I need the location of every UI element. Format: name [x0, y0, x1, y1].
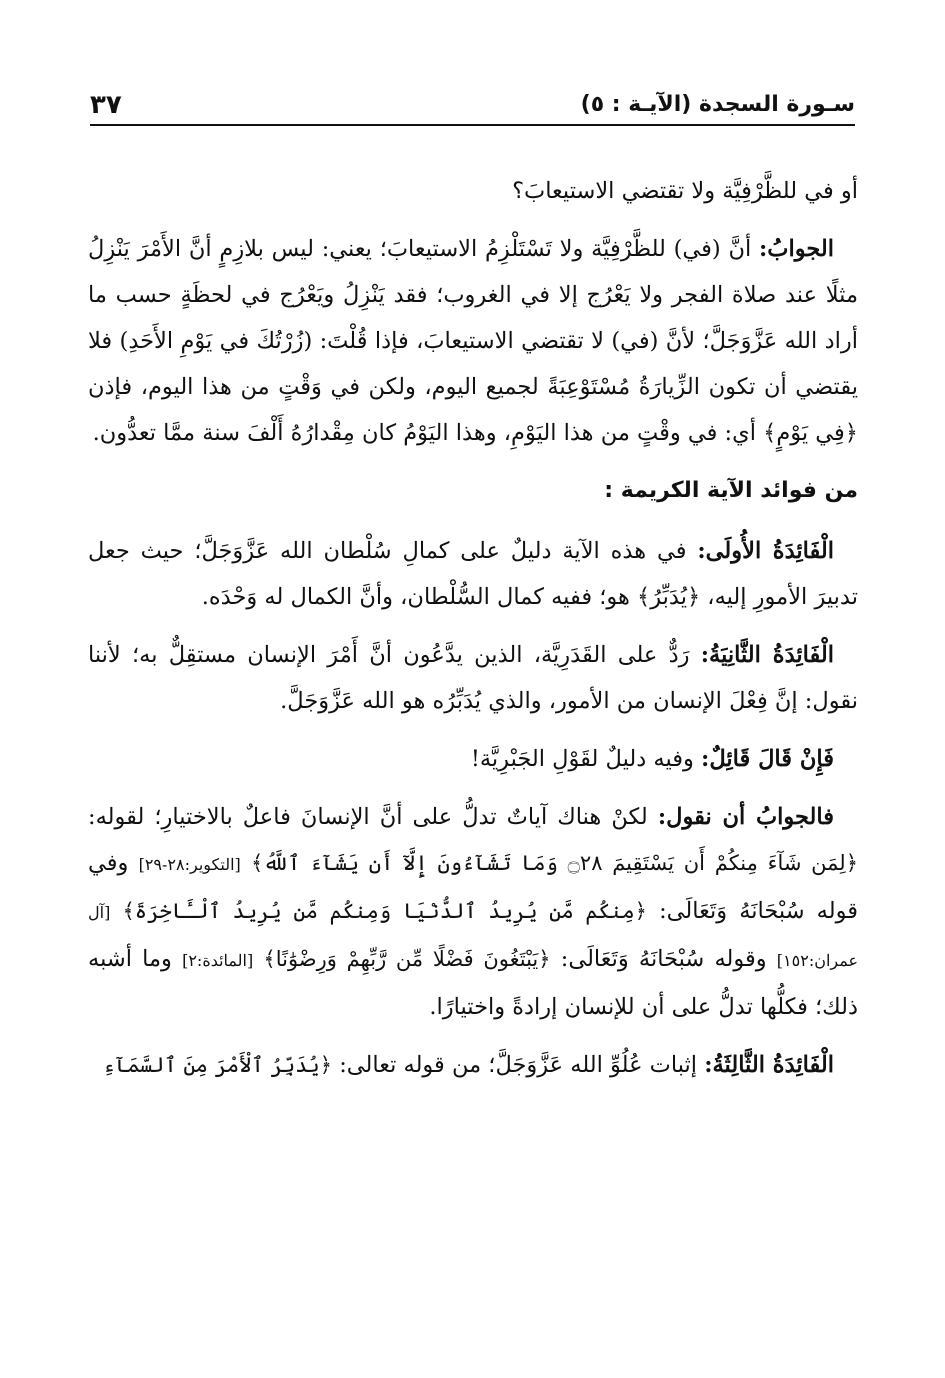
page-number: ٣٧ [90, 90, 122, 120]
objection-lead: فَإِنْ قَالَ قَائِلٌ: [701, 746, 834, 772]
answer-lead: الجوابُ: [759, 236, 834, 262]
page-header [90, 88, 855, 126]
paragraph-question: أو في للظَّرْفِيَّة ولا تقتضي الاستيعابَ؟ [512, 178, 858, 204]
verse-al-imran: ﴿مِنكُم مَّن يُرِيدُ ٱلدُّنْيَا وَمِنكُم مَّن يُرِيدُ ٱلْـَٔاخِرَةَ﴾ [122, 899, 647, 923]
ref-maidah: [المائدة:٢] [182, 951, 254, 970]
objection: فَإِنْ قَالَ قَائِلٌ: وفيه دليلٌ لقَوْلِ الجَبْرِيَّة! [470, 746, 834, 772]
benefit-1: الْفَائِدَةُ الأُولَى: في هذه الآية دليلٌ على كمالِ سُلْطان الله عَزَّوَجَلَّ؛ حيث جعل تدبيرَ الأمورِ إليه، ﴿يُدَبِّرُ﴾ هو؛ ففيه كمال السُّلْطان، وأنَّ الكمال له وَحْدَه. [88, 538, 858, 610]
ref-takwir: [التكوير:٢٨-٢٩] [138, 855, 241, 874]
benefit-3-lead: الْفَائِدَةُ الثَّالِثَةُ: [704, 1052, 834, 1078]
paragraph-answer: الجوابُ: أنَّ (في) للظَّرْفِيَّة ولا تَسْتَلْزِمُ الاستيعابَ؛ يعني: ليس بلازِمٍ أنَّ الأَمْرَ يَنْزِلُ مثلًا عند صلاة الفجر ولا يَعْرُج إلا في الغروب؛ فقد يَنْزِلُ ويَعْرُج في لحظَةٍ حسب ما أراد الله عَزَّوَجَلَّ؛ لأنَّ (في) لا تقتضي الاستيعابَ، فإذا قُلْتَ: (زُرْتُكَ في يَوْمِ الأَحَدِ) فلا يقتضي أن تكون الزِّيارَةُ مُسْتَوْعِبَةً لجميع اليوم، ولكن في وَقْتٍ من هذا اليوم، فإذن ﴿فِي يَوْمٍ﴾ أي: في وقْتٍ من هذا اليَوْمِ، وهذا اليَوْمُ كان مِقْدارُهُ أَلْفَ سنة ممَّا تعدُّون. [88, 236, 858, 446]
benefit-1-lead: الْفَائِدَةُ الأُولَى: [697, 538, 834, 564]
verse-maidah: ﴿يَبْتَغُونَ فَضْلًا مِّن رَّبِّهِمْ وَرِضْوَٰنًا﴾ [263, 947, 551, 971]
section-heading: من فوائد الآية الكريمة : [604, 478, 858, 503]
running-title: سـورة السجدة (الآيـة : ٥) [580, 92, 855, 117]
verse-sajdah: ﴿يُدَبِّرُ ٱلْأَمْرَ مِنَ ٱلسَّمَآءِ [102, 1053, 333, 1077]
page-body [88, 168, 858, 1100]
benefit-2-lead: الْفَائِدَةُ الثَّانِيَةُ: [700, 642, 835, 668]
verse-takwir: ﴿لِمَن شَآءَ مِنكُمْ أَن يَسْتَقِيمَ ۝٢٨ وَمَا تَشَآءُونَ إِلَّآ أَن يَشَآءَ ٱللَّهُ﴾ [250, 851, 858, 875]
benefit-2: الْفَائِدَةُ الثَّانِيَةُ: رَدٌّ على القَدَرِيَّة، الذين يدَّعُون أنَّ أَمْرَ الإنسان مستقِلٌّ به؛ لأننا نقول: إنَّ فِعْلَ الإنسان من الأمور، والذي يُدَبِّرُه هو الله عَزَّوَجَلَّ. [88, 642, 858, 714]
objection-answer: فالجوابُ أن نقول: لكنْ هناك آياتٌ تدلُّ على أنَّ الإنسانَ فاعلٌ بالاختيارِ؛ لقوله: ﴿لِمَن شَآءَ مِنكُمْ أَن يَسْتَقِيمَ ۝٢٨ وَمَا تَشَآءُونَ إِلَّآ أَن يَشَآءَ ٱللَّهُ﴾ [التكوير:٢٨-٢٩] وفي قوله سُبْحَانَهُ وَتَعَالَى: ﴿مِنكُم مَّن يُرِيدُ ٱلدُّنْيَا وَمِنكُم مَّن يُرِيدُ ٱلْـَٔاخِرَةَ﴾ [آل عمران:١٥٢] وقوله سُبْحَانَهُ وَتَعَالَى: ﴿يَبْتَغُونَ فَضْلًا مِّن رَّبِّهِمْ وَرِضْوَٰنًا﴾ [المائدة:٢] وما أشبه ذلك؛ فكلُّها تدلُّ على أن للإنسان إرادةً واختيارًا. [88, 804, 859, 1020]
ref-al-imran: [آل عمران:١٥٢] [88, 903, 859, 970]
objection-answer-lead: فالجوابُ أن نقول: [657, 804, 835, 830]
benefit-3: الْفَائِدَةُ الثَّالِثَةُ: إثبات عُلُوِّ الله عَزَّوَجَلَّ؛ من قوله تعالى: ﴿يُدَبِّرُ ٱلْأَمْرَ مِنَ ٱلسَّمَآءِ [102, 1052, 834, 1078]
